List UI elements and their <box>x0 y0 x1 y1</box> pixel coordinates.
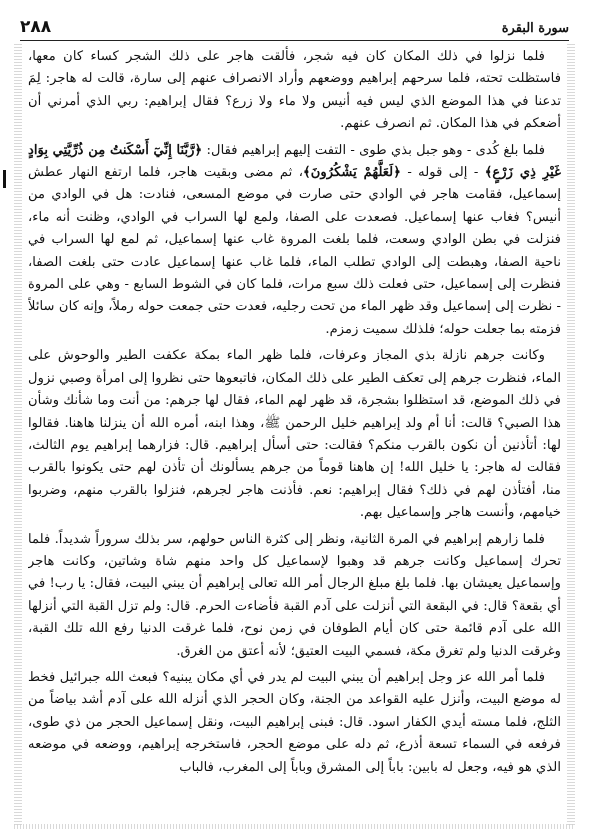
page-number: ٢٨٨ <box>20 17 52 37</box>
surah-title: سورة البقرة <box>501 21 569 36</box>
paragraph-2-intro: فلما بلغ كُدى - وهو جبل بذي طوى - التفت إليهم إبراهيم فقال: <box>202 142 545 158</box>
paragraph-2 <box>28 140 561 342</box>
page-body <box>28 46 561 823</box>
decorative-border-left <box>14 44 22 825</box>
page-header <box>20 14 569 41</box>
paragraph-5: فلما أمر الله عز وجل إبراهيم أن يبني البيت لم يدر في أي مكان يبنيه؟ فبعث الله جبرائيل فخط له موضع البيت، وأنزل عليه القواعد من الجنة، وكان الحجر الذي أنزله الله على آدم أشد بياضاً من الثلج، فلما مسته أيدي الكفار اسود. قال: فبنى إبراهيم البيت، ونقل إسماعيل الحجر من ذي طوى، فرفعه في السماء تسعة أذرع، ثم دله على موضع الحجر، فاستخرجه إبراهيم، ووضعه في موضعه الذي هو فيه، وجعل له بابين: باباً إلى المشرق وباباً إلى المغرب، فالباب <box>28 669 561 775</box>
decorative-border-bottom <box>14 824 575 829</box>
quran-verse-1: ﴿رَّبَّنَا إِنِّيٓ أَسْكَنتُ مِن ذُرِّيَّتِي بِوَادٍ غَيْرِ ذِي زَرْعٍ﴾ <box>28 142 561 181</box>
margin-mark <box>3 170 6 188</box>
paragraph-1: فلما نزلوا في ذلك المكان كان فيه شجر، فألقت هاجر على ذلك الشجر كساء كان معها، فاستظلت تحته، فلما سرحهم إبراهيم ووضعهم وأراد الانصراف عنهم إلى سارة، قالت له هاجر: لِمَ تدعنا في هذا الموضع الذي ليس فيه أنيس ولا ماء ولا زرع؟ فقال إبراهيم: ربي الذي أمرني أن أضعكم في هذا المكان. ثم انصرف عنهم. <box>28 49 561 132</box>
paragraph-4: فلما زارهم إبراهيم في المرة الثانية، ونظر إلى كثرة الناس حولهم، سر بذلك سروراً شديداً. فلما تحرك إسماعيل وكانت جرهم قد وهبوا لإسماعيل كل واحد منهم شاة وشاتين، وكانت هاجر وإسماعيل يعيشان بها. فلما بلغ مبلغ الرجال أمر الله تعالى إبراهيم أن يبني البيت، فقال: يا رب! في أي بقعة؟ قال: في البقعة التي أنزلت على آدم القبة فأضاءت الحرم. قال: ولم تزل القبة التي أنزلها الله على آدم قائمة حتى كان أيام الطوفان في زمن نوح، فلما غرقت الدنيا رفع الله تلك القبة، وغرقت الدنيا ولم تغرق مكة، فسمي البيت العتيق؛ لأنه أعتق من الغرق. <box>28 531 561 659</box>
paragraph-2-body: ، ثم مضى وبقيت هاجر، فلما ارتفع النهار عطش إسماعيل، فقامت هاجر في الوادي حتى صارت في موضع المسعى، فنادت: هل في الوادي من أنيس؟ فغاب عنها إسماعيل. فصعدت على الصفا، ولمع لها السراب في الوادي، وظنت أنه ماء، فنزلت في بطن الوادي وسعت، فلما بلغت المروة غاب عنها إسماعيل، ثم لمع لها السراب في ناحية الصفا، وهبطت إلى الوادي تطلب الماء، فلما غاب عنها إسماعيل عادت حتى بلغت الصفا، فنظرت إلى إسماعيل، حتى فعلت ذلك سبع مرات، فلما كان في الشوط السابع - وهي على المروة - نظرت إلى إسماعيل وقد ظهر الماء من تحت رجليه، فعدت حتى جمعت حوله رملاً، وإنه كان سائلاً فزمته بما جعلت حوله؛ فلذلك سميت زمزم. <box>28 165 561 337</box>
decorative-border-right <box>567 44 575 825</box>
paragraph-3: وكانت جرهم نازلة بذي المجاز وعرفات، فلما ظهر الماء بمكة عكفت الطير والوحوش على الماء، فنظرت جرهم إلى تعكف الطير على ذلك المكان، فاتبعوها حتى نظروا إلى امرأة وصبي نزول في ذلك الموضع، قد استظلوا بشجرة، قد ظهر لهم الماء، فقال لها جرهم: من أنت وما شأنك وشأن هذا الصبي؟ قالت: أنا أم ولد إبراهيم خليل الرحمن ﷺ، وهذا ابنه، أمره الله أن ينزلنا هاهنا. فقالوا لها: أتأذنين أن نكون بالقرب منكم؟ فقالت: حتى أسأل إبراهيم. قال: فزارهما إبراهيم يوم الثالث، فقالت له هاجر: يا خليل الله! إن هاهنا قوماً من جرهم يسألونك أن تأذن لهم حتى يكونوا بالقرب منا، أفتأذن لهم في ذلك؟ فقال إبراهيم: نعم. فأذنت هاجر لجرهم، فنزلوا بالقرب منهم، وضربوا خيامهم، وأنست هاجر وإسماعيل بهم. <box>28 348 561 521</box>
paragraph-2-middle: - إلى قوله - <box>400 165 485 181</box>
quran-verse-2: ﴿لَعَلَّهُمْ يَشْكُرُونَ﴾ <box>303 165 401 181</box>
